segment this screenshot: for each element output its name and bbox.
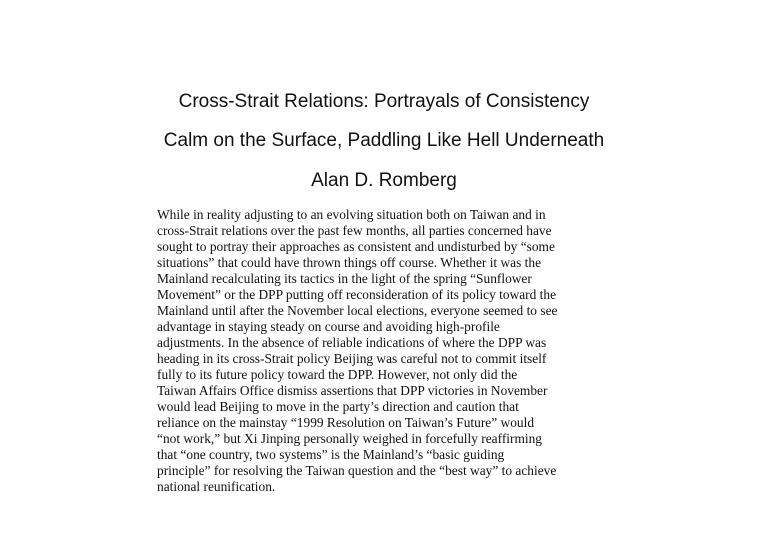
abstract-line: that “one country, two systems” is the Mainland’s “basic guiding <box>157 447 505 462</box>
abstract-line: would lead Beijing to move in the party’s direction and caution that <box>157 399 519 414</box>
abstract-line: While in reality adjusting to an evolving situation both on Taiwan and in <box>157 207 546 222</box>
document-title: Cross-Strait Relations: Portrayals of Consistency <box>178 91 590 112</box>
abstract-line: heading in its cross-Strait policy Beijing was careful not to commit itself <box>157 351 547 366</box>
abstract-line: adjustments. In the absence of reliable indications of where the DPP was <box>157 335 547 350</box>
abstract-line: fully to its future policy toward the DPP. However, not only did the <box>157 367 518 382</box>
abstract-line: advantage in staying steady on course and avoiding high-profile <box>157 319 500 334</box>
abstract-line: reliance on the mainstay “1999 Resolution on Taiwan’s Future” would <box>157 415 535 430</box>
abstract-line: Taiwan Affairs Office dismiss assertions that DPP victories in November <box>157 383 548 398</box>
abstract-line: national reunification. <box>157 479 276 494</box>
abstract-line: Mainland recalculating its tactics in the light of the spring “Sunflower <box>157 271 532 286</box>
abstract-line: sought to portray their approaches as consistent and undisturbed by “some <box>157 239 555 254</box>
abstract-line: “not work,” but Xi Jinping personally weighed in forcefully reaffirming <box>157 431 543 446</box>
document-subtitle: Calm on the Surface, Paddling Like Hell Underneath <box>163 130 605 151</box>
abstract-paragraph <box>157 207 627 495</box>
document-author: Alan D. Romberg <box>311 170 457 191</box>
abstract-line: cross-Strait relations over the past few months, all parties concerned have <box>157 223 552 238</box>
abstract-line: Movement” or the DPP putting off reconsideration of its policy toward the <box>157 287 557 302</box>
abstract-line: Mainland until after the November local elections, everyone seemed to see <box>157 303 558 318</box>
abstract-line: principle” for resolving the Taiwan question and the “best way” to achieve <box>157 463 557 478</box>
abstract-line: situations” that could have thrown things off course. Whether it was the <box>157 255 542 270</box>
